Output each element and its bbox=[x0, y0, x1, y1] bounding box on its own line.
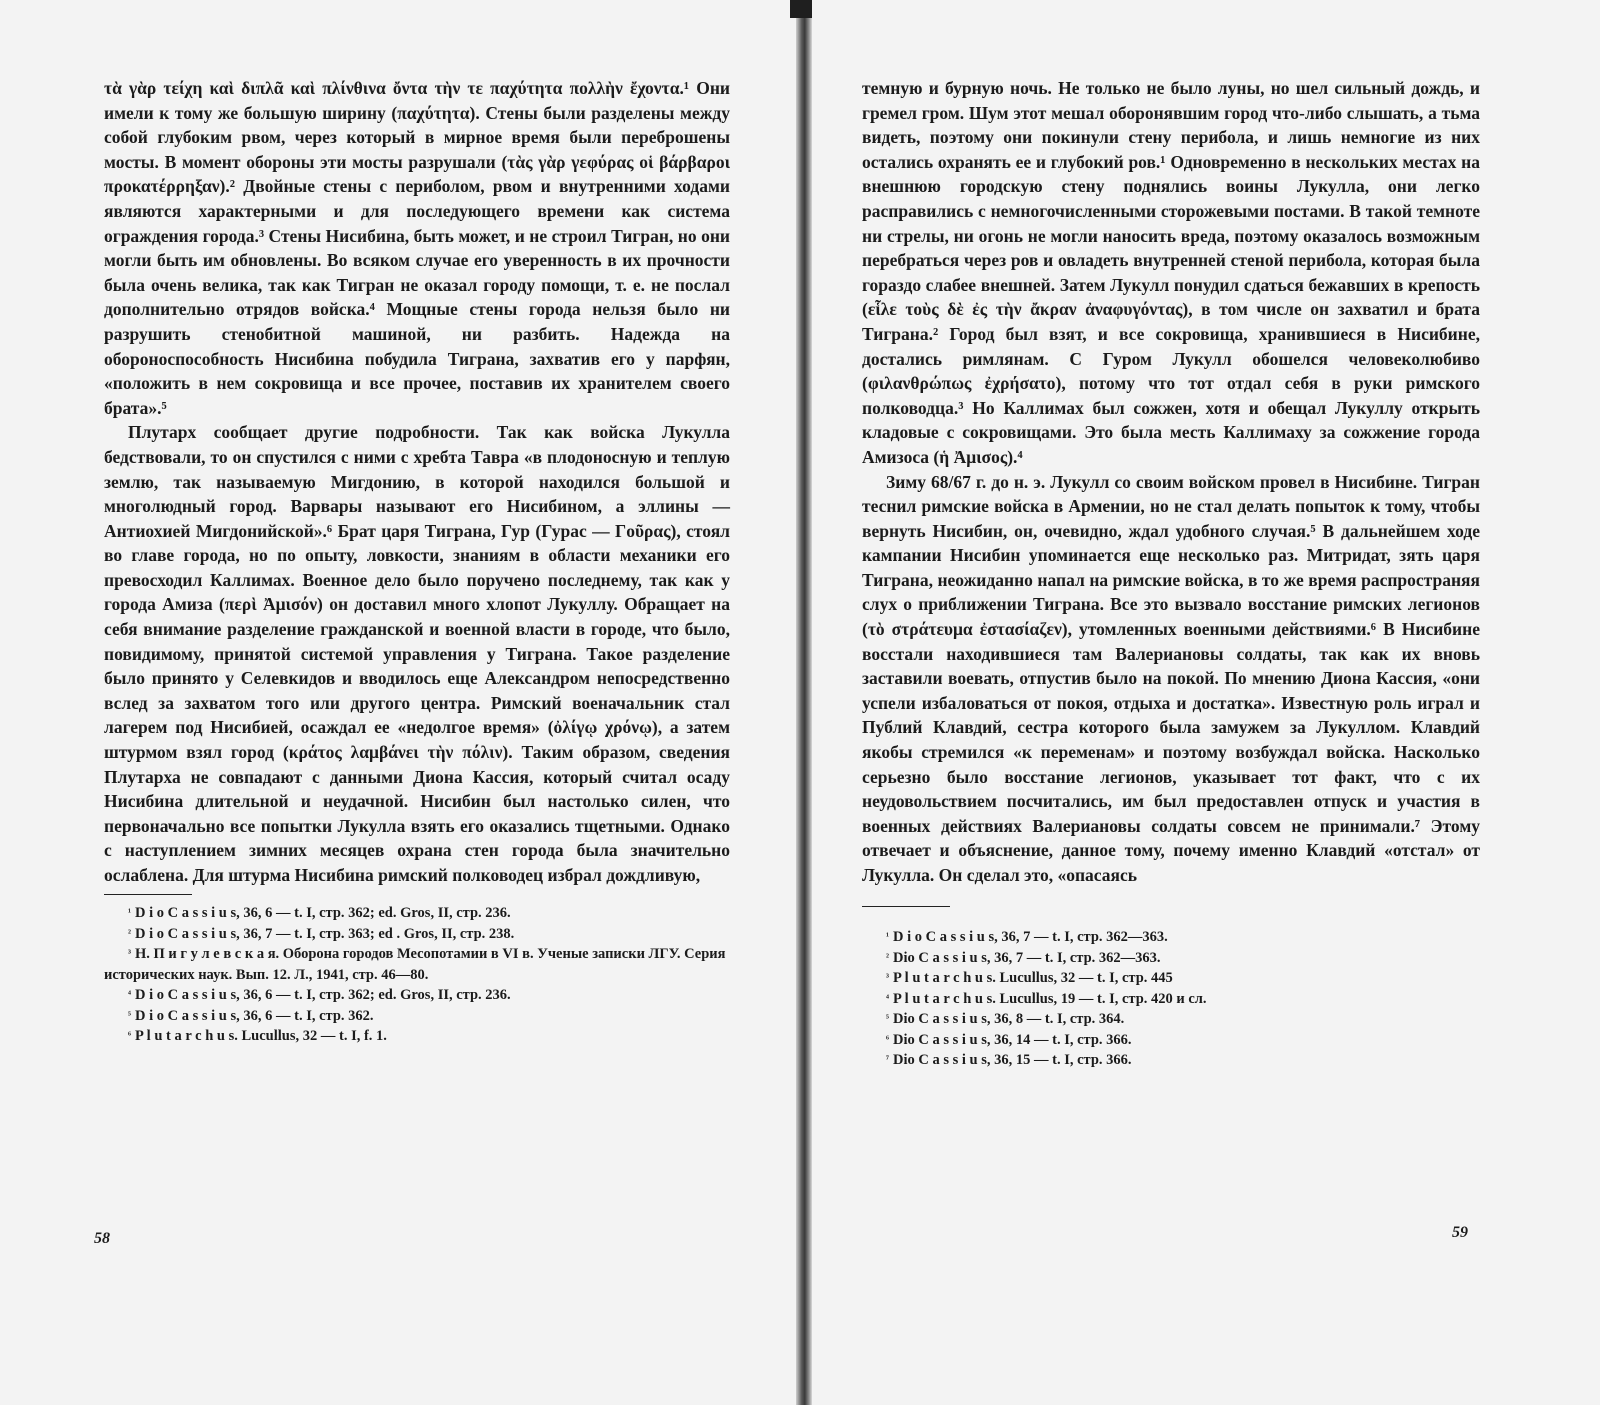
footnote bbox=[862, 1050, 1480, 1071]
footnote-divider bbox=[862, 906, 950, 908]
footnote bbox=[104, 944, 730, 985]
page-number-left: 58 bbox=[94, 1230, 110, 1247]
footnote bbox=[862, 989, 1480, 1010]
footnote-text: P l u t a r c h u s. Lucullus, 32 — t. I, f. 1. bbox=[135, 1028, 387, 1045]
right-text-column bbox=[862, 76, 1480, 1071]
footnote-number: ⁵ bbox=[128, 1009, 131, 1021]
footnote-text: Dio C a s s i u s, 36, 14 — t. I, стр. 366. bbox=[893, 1031, 1132, 1048]
footnote-number: ⁴ bbox=[886, 992, 889, 1004]
footnote-text: Н. П и г у л е в с к а я. Оборона городов Месопотамии в VI в. Ученые записки ЛГУ. Серия исторических наук. Вып. 12. Л., 1941, стр. 46—80. bbox=[104, 946, 726, 983]
footnote-divider bbox=[104, 894, 192, 896]
footnote bbox=[104, 1006, 730, 1027]
footnote-text: P l u t a r c h u s. Lucullus, 19 — t. I, стр. 420 и сл. bbox=[893, 990, 1207, 1007]
footnote bbox=[862, 948, 1480, 969]
left-page bbox=[0, 0, 796, 1405]
right-paragraph-1: темную и бурную ночь. Не только не было луны, но шел сильный дождь, и гремел гром. Шум этот мешал оборонявшим город что-либо слышать, а тьма видеть, поэтому они покинули стену перибола, и лишь немногие из них остались охранять ее и глубокий ров.¹ Одновременно в нескольких местах на внешнюю городскую стену поднялись воины Лукулла, они легко расправились с немногочисленными сторожевыми постами. В такой темноте ни стрелы, ни огонь не могли наносить вреда, поэтому оказалось возможным перебраться через ров и овладеть внутренней стеной перибола, которая была гораздо слабее внешней. Затем Лукулл понудил сдаться бежавших в крепость (εἷλε τοὺς δὲ ἐς τὴν ἄκραν ἀναφυγόντας), в том числе он захватил и брата Тиграна.² Город был взят, и все сокровища, хранившиеся в Нисибине, достались римлянам. С Гуром Лукулл обошелся человеколюбиво (φιλανθρώπως ἐχρήσατο), потому что тот отдал себя в руки римского полководца.³ Но Каллимах был сожжен, хотя и обещал Лукуллу открыть кладовые с сокровищами. Это была месть Каллимаху за сожжение города Амизоса (ἡ Ἀμισος).⁴ bbox=[862, 78, 1480, 467]
footnote-number: ⁶ bbox=[128, 1030, 131, 1042]
footnote-number: ⁷ bbox=[886, 1054, 889, 1066]
page-number-right: 59 bbox=[1452, 1224, 1468, 1241]
footnote bbox=[104, 903, 730, 924]
footnote bbox=[104, 985, 730, 1006]
footnote bbox=[862, 927, 1480, 948]
footnote-text: D i o C a s s i u s, 36, 6 — t. I, стр. 362. bbox=[135, 1007, 374, 1024]
footnote-number: ³ bbox=[128, 948, 131, 960]
footnote-number: ² bbox=[886, 951, 889, 963]
footnote-number: ¹ bbox=[128, 907, 131, 919]
footnote-number: ⁵ bbox=[886, 1013, 889, 1025]
footnote-number: ¹ bbox=[886, 931, 889, 943]
footnote-text: P l u t a r c h u s. Lucullus, 32 — t. I, стр. 445 bbox=[893, 970, 1173, 987]
footnote bbox=[104, 1026, 730, 1047]
footnote-number: ⁴ bbox=[128, 989, 131, 1001]
book-gutter bbox=[796, 0, 812, 1405]
footnote bbox=[104, 924, 730, 945]
left-footnotes bbox=[104, 903, 730, 1047]
right-footnotes bbox=[862, 927, 1480, 1071]
left-paragraph-2: Плутарх сообщает другие подробности. Так как войска Лукулла бедствовали, то он спустился с ними с хребта Тавра «в плодоносную и теплую землю, так называемую Мигдонию, в которой находился большой и многолюдный город. Варвары называют его Нисибином, а эллины — Антиохией Мигдонийской».⁶ Брат царя Тиграна, Гур (Гурас — Γοῦρας), стоял во главе города, но по опыту, ловкости, знаниям в области механики его превосходил Каллимах. Военное дело было поручено последнему, так как у города Амиза (περὶ Ἀμισόν) он доставил много хлопот Лукуллу. Обращает на себя внимание разделение гражданской и военной власти в городе, что было, повидимому, принятой системой управления у Тиграна. Такое разделение было принято у Селевкидов и вводилось еще Александром непосредственно вслед за захватом того или другого центра. Римский военачальник стал лагерем под Нисибией, осаждал ее «недолгое время» (ὀλίγῳ χρόνῳ), а затем штурмом взял город (κράτος λαμβάνει τὴν πόλιν). Таким образом, сведения Плутарха не совпадают с данными Диона Кассия, который считал осаду Нисибина длительной и неудачной. Нисибин был настолько силен, что первоначально все попытки Лукулла взять его оказались тщетными. Однако с наступлением зимних месяцев охрана стен города была значительно ослаблена. Для штурма Нисибина римский полководец избрал дождливую, bbox=[104, 422, 730, 885]
footnote-text: Dio C a s s i u s, 36, 8 — t. I, стр. 364. bbox=[893, 1011, 1125, 1028]
footnote-text: D i o C a s s i u s, 36, 7 — t. I, стр. 362—363. bbox=[893, 929, 1168, 946]
footnote bbox=[862, 968, 1480, 989]
left-paragraph-1: τὰ γὰρ τείχη καὶ διπλᾶ καὶ πλίνθινα ὄντα τὴν τε παχύτητα πολλὴν ἔχοντα.¹ Они имели к тому же большую ширину (παχύτητα). Стены были разделены между собой глубоким рвом, через который в мирное время были переброшены мосты. В момент обороны эти мосты разрушали (τὰς γὰρ γεφύρας οἱ βάρβαροι προκατέρρηξαν).² Двойные стены с периболом, рвом и внутренними ходами являются характерными и для последующего времени как система ограждения города.³ Стены Нисибина, быть может, и не строил Тигран, но они могли быть им обновлены. Во всяком случае его уверенность в их прочности была очень велика, так как Тигран не оказал городу помощи, т. е. не послал дополнительно отрядов войска.⁴ Мощные стены города нельзя было ни разрушить стенобитной машиной, ни разбить. Надежда на обороноспособность Нисибина побудила Тиграна, захватив его у парфян, «положить в нем сокровища и все прочее, поставив их хранителем своего брата».⁵ bbox=[104, 78, 730, 418]
left-text-column bbox=[104, 76, 730, 1047]
right-page bbox=[812, 0, 1600, 1405]
footnote-text: Dio C a s s i u s, 36, 15 — t. I, стр. 366. bbox=[893, 1052, 1132, 1069]
footnote-text: D i o C a s s i u s, 36, 7 — t. I, стр. 363; ed . Gros, II, стр. 238. bbox=[135, 925, 515, 942]
footnote-number: ⁶ bbox=[886, 1033, 889, 1045]
footnote-number: ³ bbox=[886, 972, 889, 984]
footnote-text: D i o C a s s i u s, 36, 6 — t. I, стр. 362; ed. Gros, II, стр. 236. bbox=[135, 987, 511, 1004]
footnote-text: Dio C a s s i u s, 36, 7 — t. I, стр. 362—363. bbox=[893, 949, 1161, 966]
footnote-text: D i o C a s s i u s, 36, 6 — t. I, стр. 362; ed. Gros, II, стр. 236. bbox=[135, 905, 511, 922]
footnote bbox=[862, 1009, 1480, 1030]
right-paragraph-2: Зиму 68/67 г. до н. э. Лукулл со своим войском провел в Нисибине. Тигран теснил римские войска в Армении, но не стал делать попыток к тому, чтобы вернуть Нисибин, он, очевидно, ждал удобного случая.⁵ В дальнейшем ходе кампании Нисибин упоминается еще несколько раз. Митридат, зять царя Тиграна, неожиданно напал на римские войска, в то же время распространяя слух о приближении Тиграна. Все это вызвало восстание римских легионов (τὸ στράτευμα ἐστασίαζεν), утомленных военными действиями.⁶ В Нисибине восстали находившиеся там Валериановы солдаты, так как их вновь заставили воевать, отпустив было на покой. По мнению Диона Кассия, «они успели избаловаться от покоя, отдыха и достатка». Известную роль играл и Публий Клавдий, сестра которого была замужем за Лукуллом. Клавдий якобы стремился «к переменам» и поэтому возбуждал войска. Насколько серьезно было восстание легионов, указывает тот факт, что с их неудовольствием посчитались, им был предоставлен отпуск и участия в военных действиях Валериановы солдаты совсем не принимали.⁷ Этому отвечает и объяснение, данное тому, почему именно Клавдий «отстал» от Лукулла. Он сделал это, «опасаясь bbox=[862, 471, 1480, 885]
footnote bbox=[862, 1030, 1480, 1051]
footnote-number: ² bbox=[128, 927, 131, 939]
